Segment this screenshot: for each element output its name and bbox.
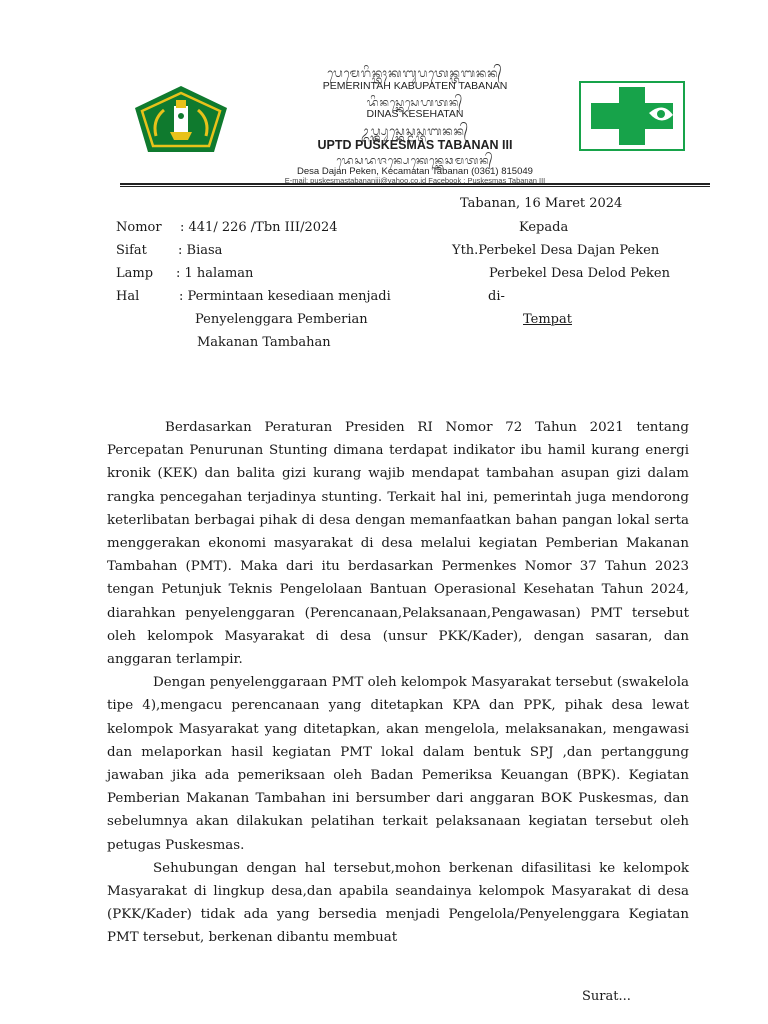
unit-name: UPTD PUSKESMAS TABANAN III	[317, 138, 513, 152]
continuation-marker: Surat...	[582, 989, 631, 1004]
balinese-script-line: ᬧᬾᬫᬾᬭᬶᬦ᭄ᬢᬄᬓᬩᬸᬧᬢᬾᬦ᭄ᬢᬩᬦᬦ᭄	[327, 66, 503, 80]
balinese-script-line: ᬤᬾᬲᬤᬚᬦ᭄ᬧᬾᬓᬾᬦ᭄ᬓᬾᬘᬫᬢᬦ᭄	[336, 155, 494, 167]
government-name: PEMERINTAH KABUPATEN TABANAN	[322, 80, 508, 92]
hal-label: Hal	[116, 289, 140, 304]
hal-value-continued: Penyelenggara Pemberian	[195, 312, 368, 327]
kabupaten-tabanan-logo	[132, 84, 230, 154]
hal-value: : Permintaan kesediaan menjadi	[179, 289, 391, 304]
sifat-value: : Biasa	[178, 243, 223, 258]
letter-body	[107, 416, 689, 950]
nomor-value: : 441/ 226 /Tbn III/2024	[180, 220, 338, 235]
header-divider	[120, 183, 710, 185]
nomor-label: Nomor	[116, 220, 162, 235]
recipient-line: Perbekel Desa Delod Peken	[489, 266, 670, 281]
sifat-label: Sifat	[116, 243, 147, 258]
tempat-label: Tempat	[523, 312, 572, 327]
header-divider-thin	[120, 186, 710, 187]
address: Desa Dajan Peken, Kecamatan Tabanan (0361) 815049	[297, 166, 533, 177]
hal-value-continued: Makanan Tambahan	[197, 335, 331, 350]
recipient-line: Yth.Perbekel Desa Dajan Peken	[452, 243, 660, 258]
lamp-label: Lamp	[116, 266, 154, 281]
di-label: di-	[488, 289, 505, 304]
place-date: Tabanan, 16 Maret 2024	[460, 196, 623, 211]
department-name: DINAS KESEHATAN	[366, 108, 464, 120]
balinese-script-line: ᬤᬶᬦᬲ᭄ᬓᬾᬲᬾᬳᬢᬦ᭄	[366, 97, 464, 109]
letterhead	[120, 58, 710, 188]
balinese-script-line: ᬉᬧ᭄ᬢ᭄ᬤ᭄ᬧᬸᬲ᭄ᬓᬾᬲ᭄ᬫᬲ᭄ᬢᬩᬦᬦ᭄	[360, 124, 470, 138]
lamp-value: : 1 halaman	[176, 266, 254, 281]
health-cross-logo	[579, 81, 685, 151]
contact-line: E-mail: puskesmastabananiii@yahoo.co.id Facebook : Puskesmas Tabanan III	[284, 176, 546, 185]
body-paragraph: Berdasarkan Peraturan Presiden RI Nomor 72 Tahun 2021 tentang Percepatan Penurunan Stunting dimana terdapat indikator ibu hamil kurang energi kronik (KEK) dan balita gizi kurang wajib mendapat tambahan asupan gizi dalam rangka pencegahan terjadinya stunting. Terkait hal ini, pemerintah juga mendorong keterlibatan berbagai pihak di desa dengan memanfaatkan bahan pangan lokal serta menggerakan ekonomi masyarakat di desa melalui kegiatan Pemberian Makanan Tambahan (PMT). Maka dari itu berdasarkan Permenkes Nomor 37 Tahun 2023 tengan Petunjuk Teknis Pengelolaan Bantuan Operasional Kesehatan Tahun 2024, diarahkan penyelenggaran (Perencanaan,Pelaksanaan,Pengawasan) PMT tersebut oleh kelompok Masyarakat di desa (unsur PKK/Kader), dengan sasaran, dan anggaran terlampir.	[107, 420, 689, 668]
body-paragraph: Dengan penyelenggaraan PMT oleh kelompok Masyarakat tersebut (swakelola tipe 4),mengacu perencanaan yang ditetapkan KPA dan PPK, pihak desa lewat kelompok Masyarakat yang ditetapkan, akan mengelola, melaksanakan, mengawasi dan melaporkan hasil kegiatan PMT lokal dalam bentuk SPJ ,dan pertanggung jawaban jika ada pemeriksaan oleh Badan Pemeriksa Keuangan (BPK). Kegiatan Pemberian Makanan Tambahan ini bersumber dari anggaran BOK Puskesmas, dan sebelumnya akan dilakukan pelatihan terkait pelaksanaan kegiatan tersebut oleh petugas Puskesmas.	[107, 675, 689, 853]
body-paragraph: Sehubungan dengan hal tersebut,mohon berkenan difasilitasi ke kelompok Masyarakat di lingkup desa,dan apabila seandainya kelompok Masyarakat di desa (PKK/Kader) tidak ada yang bersedia menjadi Pengelola/Penyelenggara Kegiatan PMT tersebut, berkenan dibantu membuat	[107, 860, 689, 946]
kepada: Kepada	[519, 220, 569, 235]
